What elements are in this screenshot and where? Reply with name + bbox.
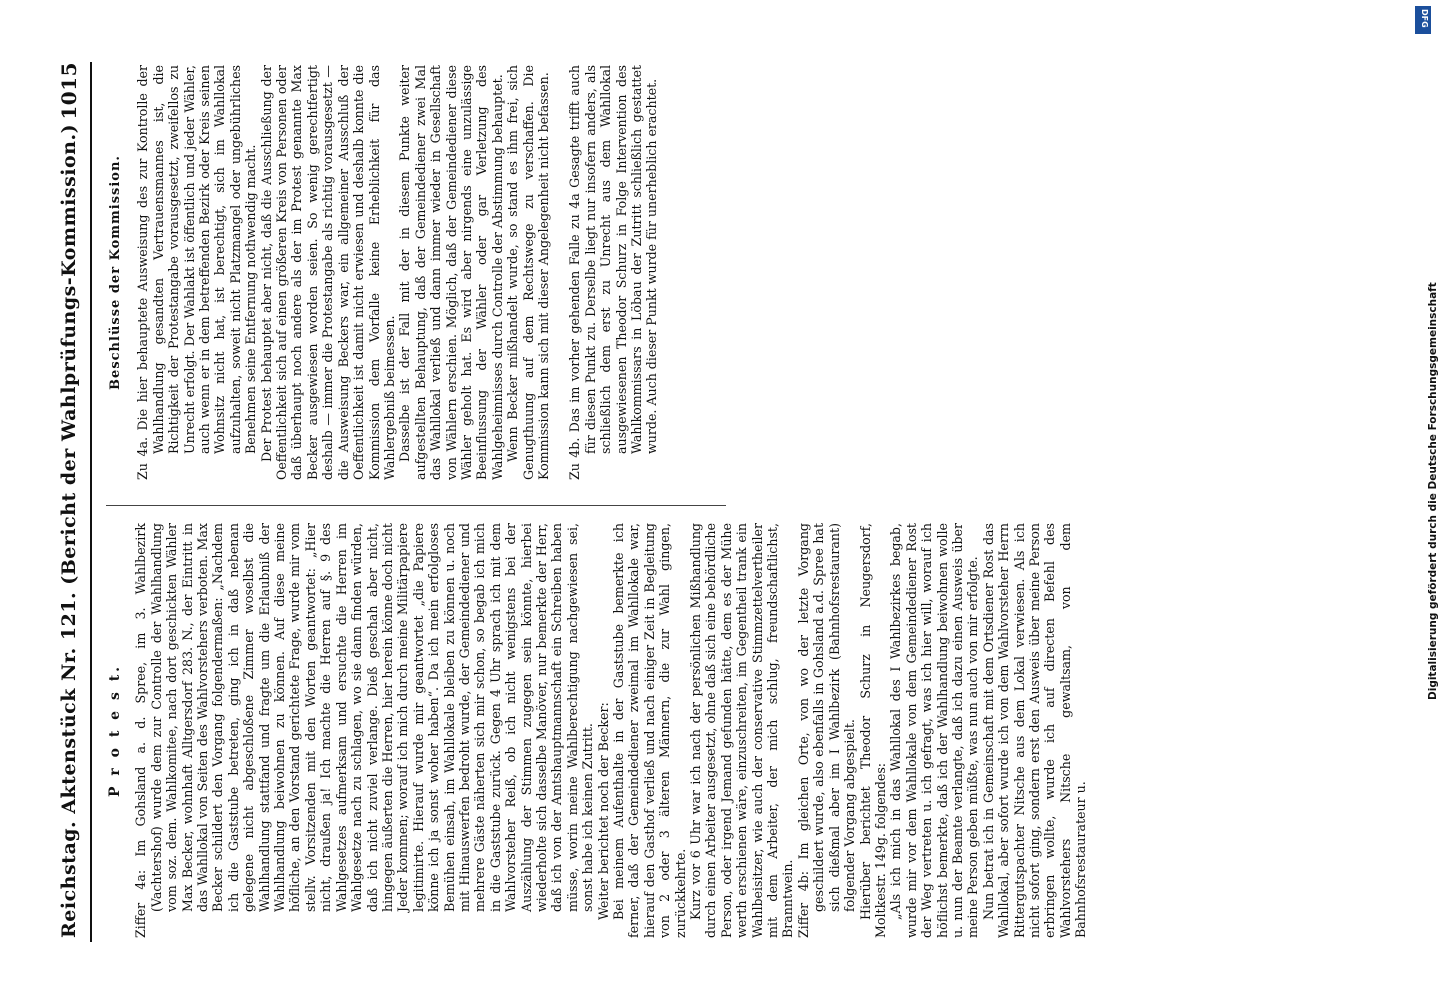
commission-heading: Beschlüsse der Kommission. <box>108 155 123 390</box>
protest-paragraph: Kurz vor 6 Uhr war ich nach der persönlichen Mißhandlung durch einen Arbeiter ausgesetzt, ohne daß sich eine behördliche Person, oder irgend Jemand gefunden hätte, dem es der Mühe werth erschienen wäre, einzuschreiten, im Gegentheil trank ein Wahlbeisitzer, wie auch der conservative Stimmzettelvertheiler mit dem Arbeiter, der mich schlug, freundschaftlichst, Branntwein. <box>688 523 796 938</box>
running-header-title: Reichstag. Aktenstück Nr. 121. (Bericht der Wahlprüfungs-Kommission.) <box>58 123 80 938</box>
protest-paragraph: Nun betrat ich in Gemeinschaft mit dem Ortsdiener Rost das Wahllokal, aber sofort wurde ich von dem Wahlvorsteher Herrn Rittergutspachter Nitsche aus dem Lokal verwiesen. Als ich nicht sofort ging, sondern erst den Ausweis über meine Person erbringen wollte, wurde ich auf directen Befehl des Wahlvorstehers Nitsche gewaltsam, von dem Bahnhofsrestaurateur u. <box>980 523 1089 938</box>
commission-paragraph: Dasselbe ist der Fall mit der in diesem Punkte weiter aufgestellten Behauptung, daß der Gemeindediener zwei Mal das Wahllokal verließ und dann immer wieder in Gesellschaft von Wählern erschien. Möglich, daß der Gemeindediener diese Wähler geholt hat. Es wird aber nirgends eine unzulässige Beeinflussung der Wähler oder gar Verletzung des Wahlgeheimnisses durch Controlle der Abstimmung behauptet. <box>397 65 505 480</box>
right-column-commission <box>106 65 738 480</box>
paragraph-gap <box>551 65 567 480</box>
protest-heading: P r o t e s t. <box>107 663 123 798</box>
commission-paragraph: Zu 4b. Das im vorher gehenden Falle zu 4a Gesagte trifft auch für diesen Punkt zu. Derselbe liegt nur insofern anders, als schließlich dem erst zu Unrecht aus dem Wahllokal ausgewiesenen Theodor Schurz in Folge Intervention des Wahlkommissars in Löbau der Zutritt schließlich gestattet wurde. Auch dieser Punkt wurde für unerheblich erachtet. <box>567 65 660 480</box>
protest-paragraph: Hierüber berichtet Theodor Schurz in Neugersdorf, Moltkestr. 149g. folgendes: <box>857 523 888 938</box>
running-header <box>57 62 88 942</box>
commission-paragraph: Zu 4a. Die hier behauptete Ausweisung des zur Kontrolle der Wahlhandlung gesandten Vertrauensmannes ist, die Richtigkeit der Protestangabe vorausgesetzt, zweifellos zu Unrecht erfolgt. Der Wahlakt ist öffentlich und jeder Wähler, auch wenn er in dem betreffenden Bezirk oder Kreis seinen Wohnsitz nicht hat, ist berechtigt, sich im Wahllokal aufzuhalten, soweit nicht Platzmangel oder ungebührliches Benehmen seine Entfernung nothwendig macht. <box>135 65 259 480</box>
page-number: 1015 <box>57 62 81 120</box>
protest-paragraph: Ziffer 4a: Im Gohsland a. d. Spree, im 3. Wahlbezirk (Vachtershof) wurde dem zur Controlle der Wahlhandlung vom soz. dem. Wahlkomitee, nach dort geschickten Wähler Max Becker, wohnhaft Alltgersdorf 283. N., der Eintritt in das Wahllokal von Seiten des Wahlvorstehers verboten. Max Becker schildert den Vorgang folgendermaßen: „Nachdem ich die Gaststube betreten, ging ich in daß nebenan gelegene nicht abgeschloßene Zimmer woselbst die Wahlhandlung stattfand und fragte um die Erlaubniß der Wahlhandlung beiwohnen zu können. Auf diese meine höfliche, an den Vorstand gerichtete Frage, wurde mir vom stellv. Vorsitzenden mit den Worten geantwortet: „Hier nicht, draußen ja! Ich machte die Herren auf §. 9 des Wahlgesetzes aufmerksam und ersuchte die Herren im Wahlgesetze nach zu schlagen, wo sie dann finden würden, daß ich nicht zuviel verlange. Dieß geschah aber nicht, hingegen äußerten die Herren, hier herein könne doch nicht Jeder kommen; worauf ich mich durch meine Militärpapiere legitimirte. Hierauf wurde mir geantwortet „die Papiere könne ich ja sonst woher haben“. Da ich mein erfolgloses Bemühen einsah, im Wahllokale bleiben zu können u. noch mit Hinauswerfen bedroht wurde, der Gemeindediener und mehrere Gäste näherten sich mir schon, so begab ich mich in die Gaststube zurück. Gegen 4 Uhr sprach ich mit dem Wahlvorsteher Reiß, ob ich nicht wenigstens bei der Auszählung der Stimmen zugegen sein könnte, hierbei wiederholte sich dasselbe Manöver, nur bemerkte der Herr, daß ich von der Amtshauptmannschaft ein Schreiben haben müsse, worin meine Wahlberechtigung nachgewiesen sei, sonst habe ich keinen Zutritt. <box>133 523 596 938</box>
commission-paragraph: Der Protest behauptet aber nicht, daß die Ausschließung der Oeffentlichkeit sich auf einen größeren Kreis von Personen oder daß überhaupt noch andere als der im Protest genannte Max Becker ausgewiesen worden seien. So wenig gerechtfertigt deshalb — immer die Protestangabe als richtig vorausgesetzt — die Ausweisung Beckers war, ein allgemeiner Ausschluß der Oeffentlichkeit ist damit nicht erwiesen und deshalb konnte die Kommission dem Vorfalle keine Erheblichkeit für das Wahlergebniß beimessen. <box>258 65 397 480</box>
protest-paragraph: „Als ich mich in das Wahllokal des I Wahlbezirkes begab, wurde mir vor dem Wahllokale von dem Gemeindediener Rost der Weg vertreten u. ich gefragt, was ich hier will, worauf ich höflichst bemerkte, daß ich der Wahlhandlung beiwohnen wolle u. nun der Beamte verlangte, daß ich dazu einen Ausweis über meine Person geben müßte, was nun auch von mir erfolgte. <box>888 523 981 938</box>
column-divider <box>106 505 726 506</box>
dfg-logo: DFG <box>1415 6 1431 34</box>
header-rule <box>90 62 92 942</box>
protest-paragraph: Ziffer 4b: Im gleichen Orte, von wo der letzte Vorgang geschildert wurde, also ebenfalls in Gohsland a.d. Spree hat sich dießmal aber im I Wahlbezirk (Bahnhofsrestaurant) folgender Vorgang abgespielt. <box>795 523 858 938</box>
protest-paragraph: Weiter berichtet noch der Becker: <box>595 702 611 920</box>
digitization-credit: Digitalisierung gefördert durch die Deutsche Forschungsgemeinschaft <box>1427 282 1439 700</box>
protest-paragraph: Bei meinem Aufenthalte in der Gaststube bemerkte ich ferner, daß der Gemeindediener zweimal im Wahllokale war, hierauf den Gasthof verließ und nach einiger Zeit in Begleitung von 2 oder 3 älteren Männern, die zur Wahl gingen, zurückkehrte. <box>611 523 688 938</box>
commission-paragraph: Wenn Becker mißhandelt wurde, so stand es ihm frei, sich Genugthuung auf dem Rechtswege zu verschaffen. Die Kommission kann sich mit dieser Angelegenheit nicht befassen. <box>505 65 551 480</box>
left-column-protest <box>106 523 1089 938</box>
document-page <box>57 62 1089 942</box>
